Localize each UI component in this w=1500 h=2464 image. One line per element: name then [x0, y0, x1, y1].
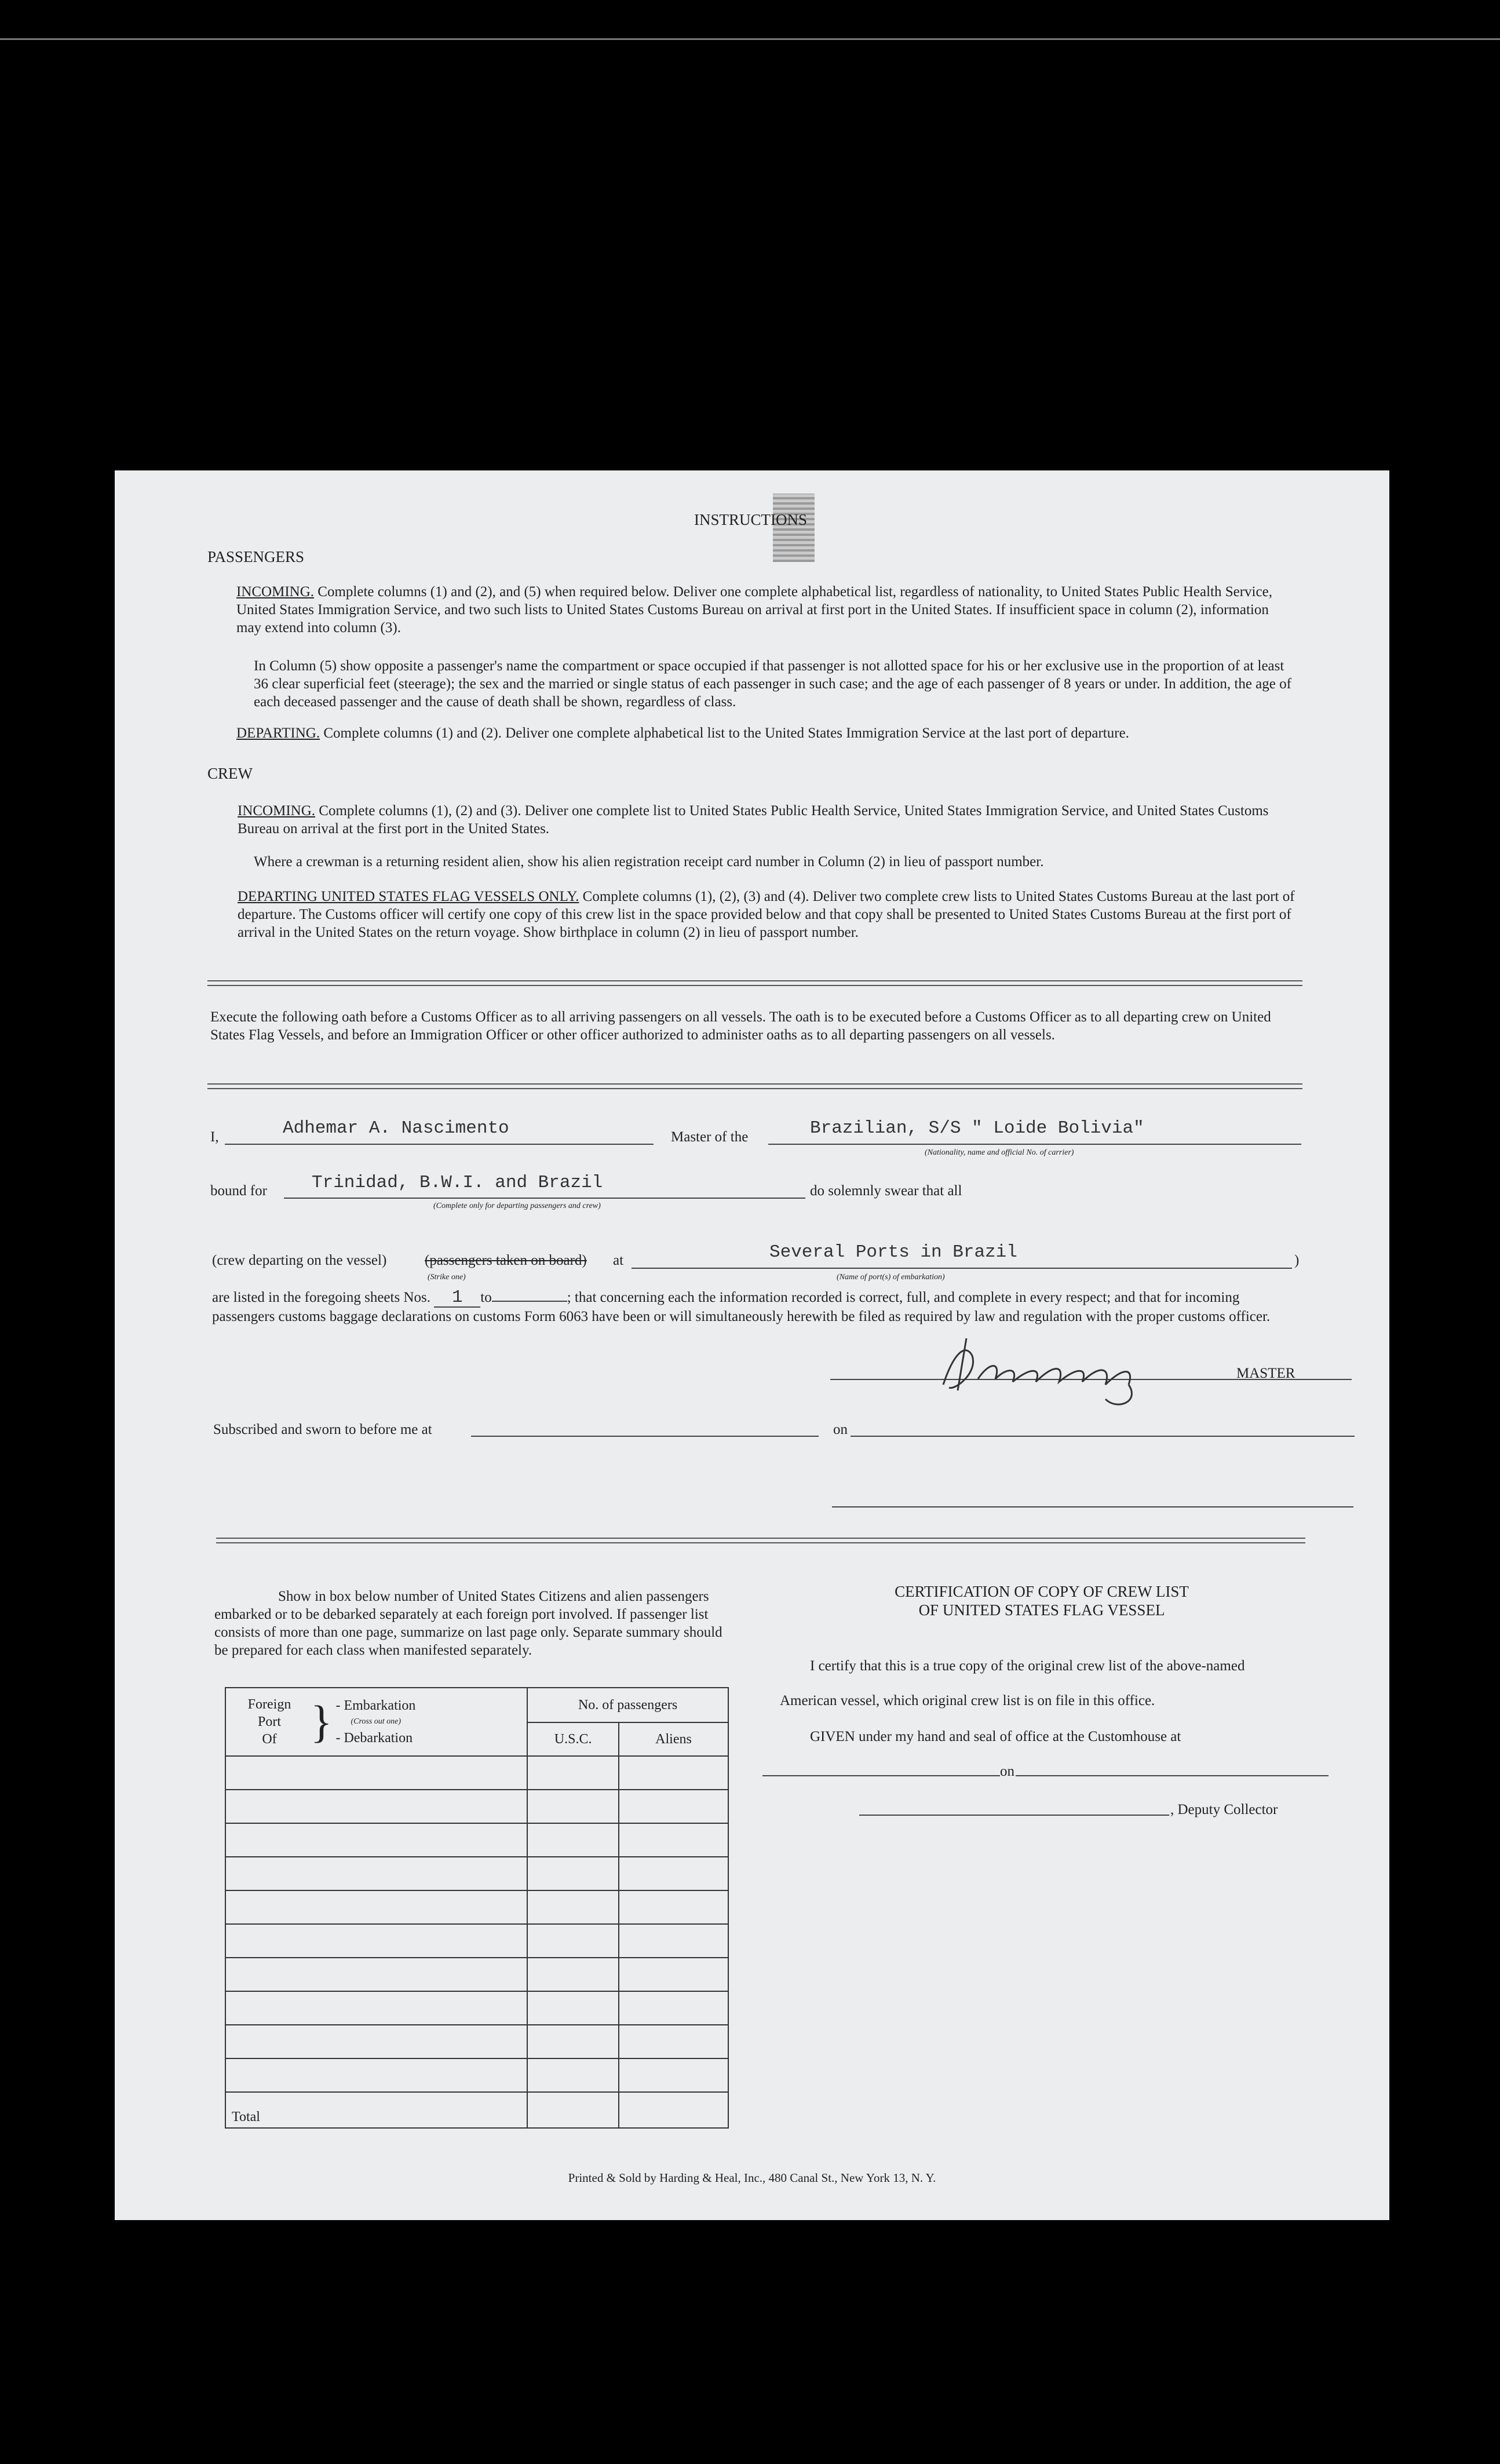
certification-line-2: American vessel, which original crew list is on file in this office. — [780, 1693, 1155, 1709]
passengers-departing-label: DEPARTING. — [236, 725, 320, 741]
ports-of-embarkation: Several Ports in Brazil — [769, 1242, 1017, 1262]
certification-title-1: CERTIFICATION OF COPY OF CREW LIST — [895, 1583, 1189, 1600]
crew-departing-text: Complete columns (1), (2), (3) and (4). Deliver two complete crew lists to United States Customs Bureau at the last port of departure. The Customs officer will certify one copy of this crew list in the space provided below and that copy shall be presented to United States Customs Bureau at the first port of arrival in the United States on the return voyage. Show birthplace in column (2) in lieu of passport number. — [238, 889, 1295, 940]
printer-footer: Printed & Sold by Harding & Heal, Inc., 480 Canal St., New York 13, N. Y. — [568, 2171, 936, 2185]
subscribed-place-line — [471, 1436, 819, 1437]
port-header-cell — [225, 1688, 527, 1756]
oath-intro: Execute the following oath before a Customs Officer as to all arriving passengers on all vessels. The oath is to be executed before a Customs Officer as to all departing crew on United States Flag Vessels, and before an Immigration Officer or other officer authorized to administer oaths as to all departing passengers on all vessels. — [210, 1009, 1271, 1043]
embarkation-label: - Embarkation — [335, 1698, 416, 1713]
table-row — [225, 2025, 728, 2058]
table-row — [225, 1958, 728, 1991]
swear-text: do solemnly swear that all — [810, 1183, 962, 1199]
aliens-header: Aliens — [619, 1722, 728, 1756]
certification-on: on — [1000, 1764, 1014, 1779]
master-name-line — [225, 1144, 654, 1145]
table-row — [225, 1756, 728, 1790]
crew-incoming-label: INCOMING. — [238, 803, 316, 819]
table-row — [225, 1790, 728, 1823]
destination-line — [284, 1198, 805, 1199]
of-label: Of — [262, 1732, 277, 1747]
crew-departing-phrase: (crew departing on the vessel) — [212, 1253, 387, 1268]
foreign-label: Foreign — [247, 1697, 291, 1712]
subscribed-on-label: on — [833, 1422, 848, 1437]
usc-header: U.S.C. — [527, 1722, 619, 1756]
destination-caption: (Complete only for departing passengers and crew) — [433, 1202, 601, 1210]
passengers-heading: PASSENGERS — [207, 548, 305, 565]
strike-caption: (Strike one) — [428, 1273, 466, 1282]
certification-line-1: I certify that this is a true copy of the original crew list of the above-named — [810, 1658, 1245, 1674]
no-passengers-header: No. of passengers — [527, 1688, 728, 1722]
ports-caption: (Name of port(s) of embarkation) — [837, 1273, 945, 1282]
film-edge-line — [0, 38, 1500, 40]
passengers-departing — [236, 724, 1297, 742]
destination: Trinidad, B.W.I. and Brazil — [312, 1173, 603, 1193]
cross-out-caption: (Cross out one) — [351, 1717, 402, 1726]
passengers-incoming-text: Complete columns (1) and (2), and (5) when required below. Deliver one complete alphabetical list, regardless of nationality, to United States Public Health Service, United States Immigration Service, and two such lists to United States Customs Bureau on arrival at first port in the United States. If insufficient space in column (2), information may extend into column (3). — [236, 584, 1272, 636]
table-row — [225, 1823, 728, 1857]
struck-passengers-phrase: (passengers taken on board) — [425, 1253, 587, 1268]
debarkation-label: - Debarkation — [335, 1731, 413, 1746]
column5-paragraph: In Column (5) show opposite a passenger's name the compartment or space occupied if that passenger is not allotted space for his or her exclusive use in the proportion of at least 36 clear superficial feet (steerage); the sex and the married or single status of each passenger in such case; and the age of each passenger of 8 years or under. In addition, the age of each deceased passenger and the cause of death shall be shown, regardless of class. — [254, 658, 1291, 710]
master-of-label: Master of the — [671, 1129, 749, 1145]
brace-glyph: } — [311, 1696, 333, 1747]
table-row — [225, 2058, 728, 2092]
table-row — [225, 1857, 728, 1890]
passengers-departing-text: Complete columns (1) and (2). Deliver one complete alphabetical list to the United States Immigration Service at the last port of departure. — [323, 725, 1129, 741]
divider-1 — [207, 980, 1302, 986]
listed-prefix: are listed in the foregoing sheets Nos. — [212, 1290, 430, 1305]
crew-incoming — [238, 802, 1298, 838]
passenger-summary-table — [225, 1687, 729, 2129]
certification-date-line — [1016, 1775, 1329, 1776]
subscribed-label: Subscribed and sworn to before me at — [213, 1422, 432, 1437]
table-row — [225, 1991, 728, 2025]
port-label: Port — [257, 1714, 281, 1729]
at-label: at — [613, 1253, 624, 1268]
subscribed-date-line — [851, 1436, 1355, 1437]
deputy-signature-line — [859, 1815, 1169, 1816]
divider-2 — [207, 1083, 1302, 1089]
master-name: Adhemar A. Nascimento — [283, 1118, 509, 1138]
passengers-incoming — [236, 583, 1297, 637]
crew-heading: CREW — [207, 765, 253, 782]
ports-line — [632, 1268, 1292, 1269]
crew-resident-text: Where a crewman is a returning resident alien, show his alien registration receipt card number in Column (2) in lieu of passport number. — [254, 854, 1044, 870]
i-label: I, — [210, 1129, 219, 1145]
vessel-name: Brazilian, S/S " Loide Bolivia" — [810, 1118, 1144, 1138]
vessel-line — [768, 1144, 1301, 1145]
passengers-incoming-label: INCOMING. — [236, 584, 315, 600]
deputy-collector-label: , Deputy Collector — [1170, 1802, 1278, 1817]
vessel-caption: (Nationality, name and official No. of carrier) — [925, 1148, 1074, 1157]
table-row — [225, 1890, 728, 1924]
crew-incoming-text: Complete columns (1), (2) and (3). Deliver one complete list to United States Public Health Service, United States Immigration Service, and United States Customs Bureau on arrival at the first port in the United States. — [238, 803, 1269, 837]
officer-signature-line — [832, 1506, 1353, 1507]
total-label: Total — [225, 2092, 527, 2128]
closing-paren: ) — [1294, 1253, 1300, 1268]
to-label: to — [480, 1290, 492, 1305]
master-signature — [932, 1333, 1198, 1408]
divider-3 — [216, 1538, 1305, 1543]
master-label: MASTER — [1236, 1366, 1295, 1381]
document-page — [115, 470, 1389, 2220]
instructions-title: INSTRUCTIONS — [694, 511, 808, 528]
certification-title-2: OF UNITED STATES FLAG VESSEL — [918, 1601, 1165, 1619]
table-row — [225, 1924, 728, 1958]
sheet-from: 1 — [434, 1288, 480, 1308]
certification-line-3: GIVEN under my hand and seal of office at the Customhouse at — [810, 1729, 1181, 1744]
customhouse-line — [762, 1775, 1000, 1776]
listed-paragraph — [212, 1288, 1301, 1326]
summary-instructions: Show in box below number of United States Citizens and alien passengers embarked or to be debarked separately at each foreign port involved. If passenger list consists of more than one page, summarize on last page only. Separate summary should be prepared for each class when manifested separately. — [214, 1589, 722, 1658]
listed-rest: ; that concerning each the information recorded is correct, full, and complete in every respect; and that for incoming passengers customs baggage declarations on customs Form 6063 have been or will simultaneously herewith be filed as required by law and regulation with the proper customs officer. — [212, 1290, 1271, 1324]
total-row — [225, 2092, 728, 2128]
crew-departing — [238, 888, 1298, 941]
bound-for-label: bound for — [210, 1183, 267, 1199]
crew-departing-label: DEPARTING UNITED STATES FLAG VESSELS ONLY. — [238, 889, 579, 904]
